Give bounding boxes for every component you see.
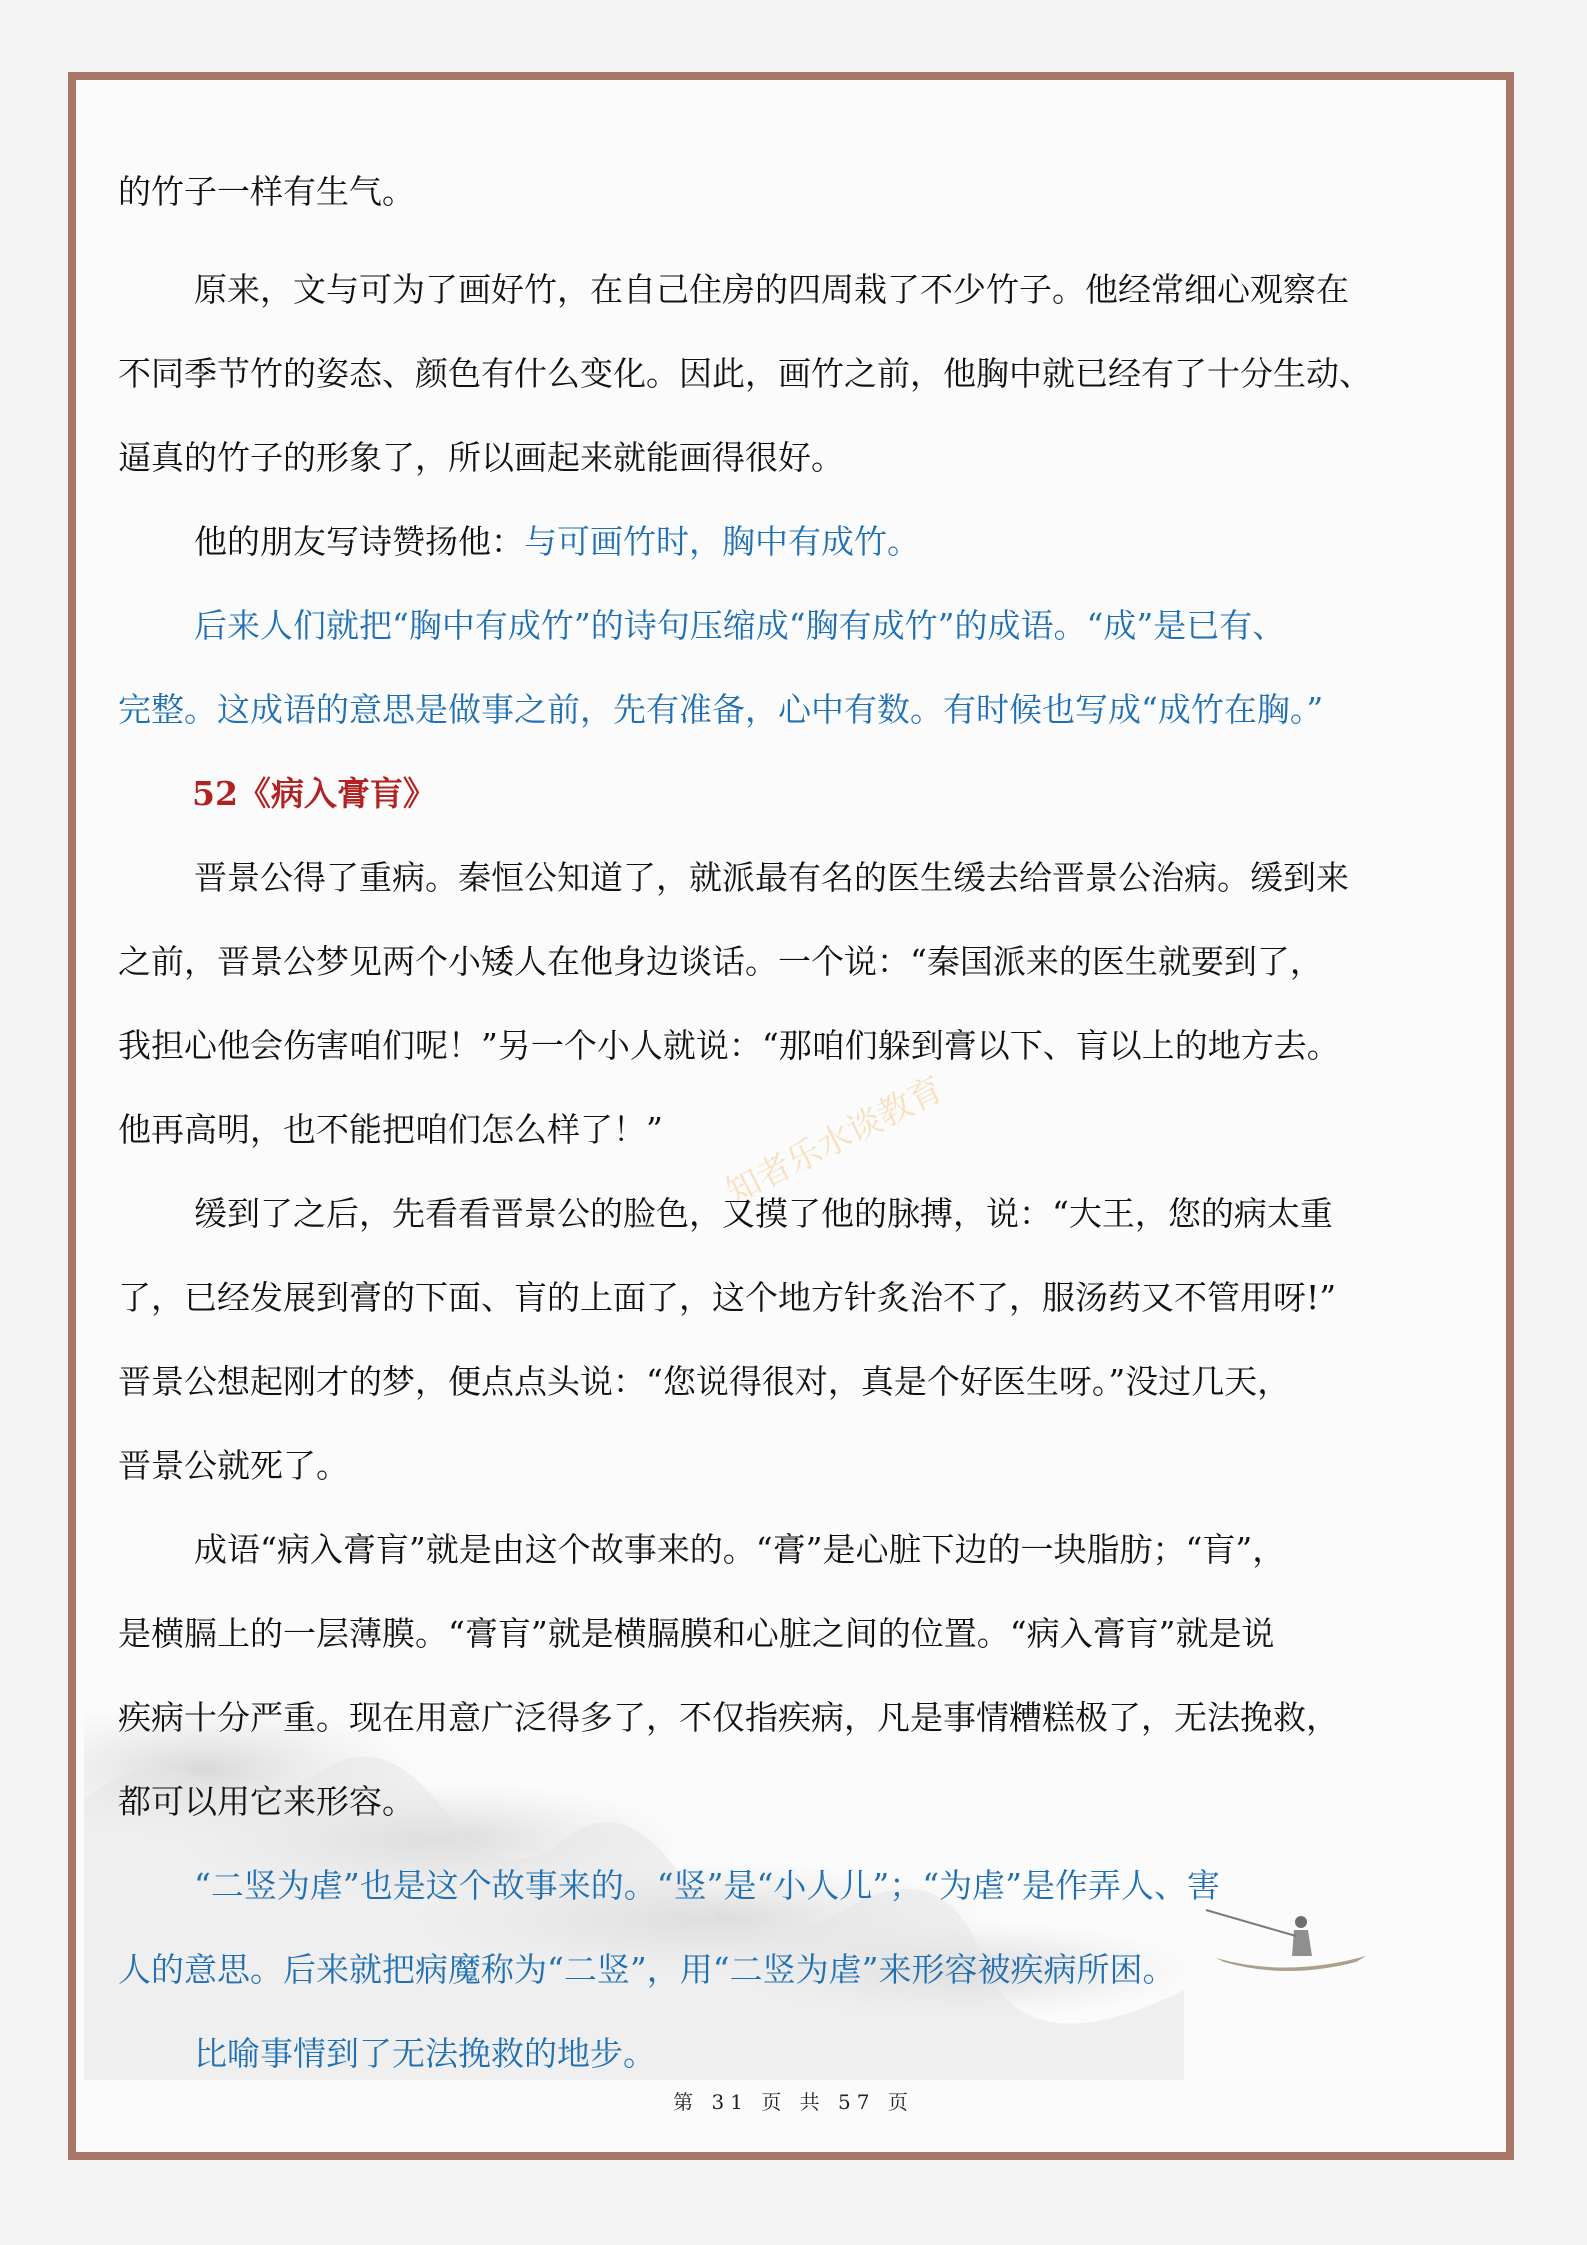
page-number-footer: 第 31 页 共 57 页 (673, 2090, 914, 2114)
paragraph-line: 的竹子一样有生气。 (118, 172, 415, 211)
paragraph-text: 他的朋友写诗赞扬他： (194, 522, 524, 561)
paragraph-line: 逼真的竹子的形象了，所以画起来就能画得很好。 (118, 438, 844, 477)
paragraph-line: 后来人们就把“胸中有成竹”的诗句压缩成“胸有成竹”的成语。“成”是已有、 (194, 606, 1286, 645)
paragraph-line: 了，已经发展到膏的下面、肓的上面了，这个地方针炙治不了，服汤药又不管用呀!” (118, 1278, 1337, 1317)
paragraph-line: 原来，文与可为了画好竹，在自己住房的四周栽了不少竹子。他经常细心观察在 (194, 270, 1349, 309)
paragraph-line: 完整。这成语的意思是做事之前，先有准备，心中有数。有时候也写成“成竹在胸。” (118, 690, 1324, 729)
watermark-text: 知者乐水谈教育 (719, 1069, 950, 1213)
paragraph-line: 他再高明，也不能把咱们怎么样了！” (118, 1110, 663, 1149)
section-heading: 52《病入膏肓》 (192, 774, 436, 813)
paragraph-line: “二竖为虐”也是这个故事来的。“竖”是“小人儿”；“为虐”是作弄人、害 (194, 1866, 1220, 1905)
paragraph-line: 我担心他会伤害咱们呢！”另一个小人就说：“那咱们躲到膏以下、肓以上的地方去。 (118, 1026, 1340, 1065)
paragraph-line: 人的意思。后来就把病魔称为“二竖”，用“二竖为虐”来形容被疾病所困。 (118, 1950, 1176, 1989)
paragraph-line: 晋景公就死了。 (118, 1446, 349, 1485)
paragraph-line (194, 520, 1566, 564)
paragraph-line: 比喻事情到了无法挽救的地步。 (194, 2034, 656, 2073)
paragraph-line: 晋景公想起刚才的梦，便点点头说：“您说得很对，真是个好医生呀。”没过几天， (118, 1362, 1291, 1401)
paragraph-line: 成语“病入膏肓”就是由这个故事来的。“膏”是心脏下边的一块脂肪；“肓”， (194, 1530, 1286, 1569)
paragraph-line: 疾病十分严重。现在用意广泛得多了，不仅指疾病，凡是事情糟糕极了，无法挽救， (118, 1698, 1339, 1737)
paragraph-line: 之前，晋景公梦见两个小矮人在他身边谈话。一个说：“秦国派来的医生就要到了， (118, 942, 1323, 981)
paragraph-line: 晋景公得了重病。秦恒公知道了，就派最有名的医生缓去给晋景公治病。缓到来 (194, 858, 1349, 897)
paragraph-line: 是横膈上的一层薄膜。“膏肓”就是横膈膜和心脏之间的位置。“病入膏肓”就是说 (118, 1614, 1275, 1653)
paragraph-line: 不同季节竹的姿态、颜色有什么变化。因此，画竹之前，他胸中就已经有了十分生动、 (118, 354, 1372, 393)
paragraph-line: 缓到了之后，先看看晋景公的脸色，又摸了他的脉搏，说：“大王，您的病太重 (194, 1194, 1333, 1233)
paragraph-highlight-text: 与可画竹时，胸中有成竹。 (524, 522, 920, 561)
paragraph-line: 都可以用它来形容。 (118, 1782, 415, 1821)
